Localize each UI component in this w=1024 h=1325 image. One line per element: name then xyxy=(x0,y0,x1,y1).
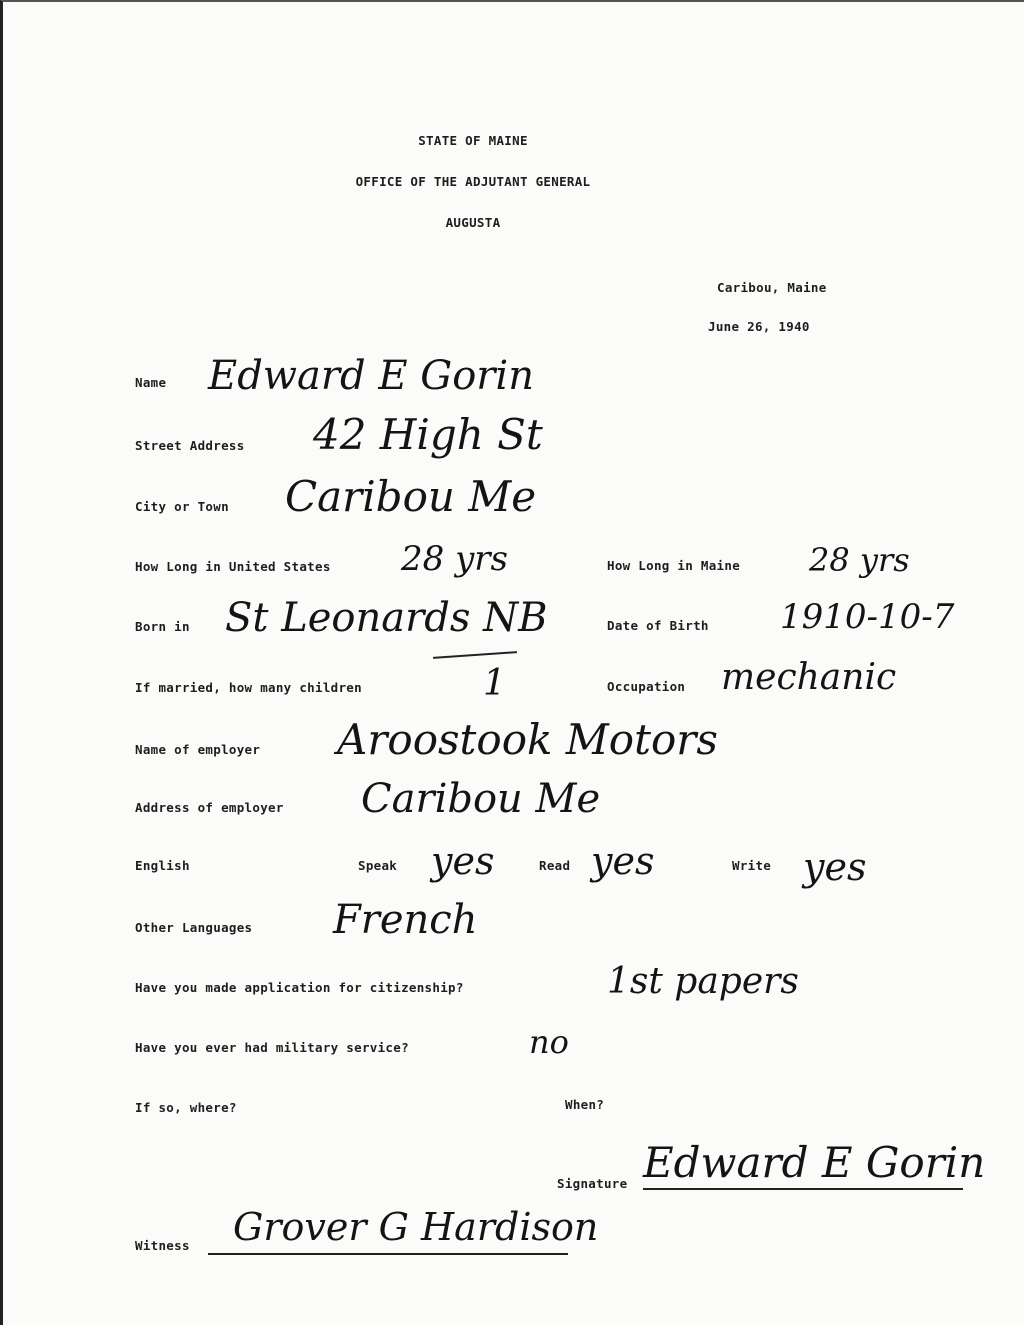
citizenship-label: Have you made application for citizenship? xyxy=(135,980,464,995)
children-value: 1 xyxy=(483,663,506,704)
employer-address-value: Caribou Me xyxy=(361,776,601,822)
occupation-value: mechanic xyxy=(721,657,897,698)
date: June 26, 1940 xyxy=(708,319,810,334)
witness-label: Witness xyxy=(135,1238,190,1253)
when-label: When? xyxy=(565,1097,605,1112)
city-value: Caribou Me xyxy=(285,472,537,521)
military-label: Have you ever had military service? xyxy=(135,1040,409,1055)
signature-line xyxy=(643,1188,963,1190)
witness-value: Grover G Hardison xyxy=(233,1205,599,1249)
born-underline-stroke xyxy=(433,651,517,659)
us-years-label: How Long in United States xyxy=(135,559,331,574)
header-state: STATE OF MAINE xyxy=(418,133,528,148)
place: Caribou, Maine xyxy=(717,280,827,295)
born-value: St Leonards NB xyxy=(225,595,548,641)
read-value: yes xyxy=(591,839,655,883)
maine-years-value: 28 yrs xyxy=(809,541,910,579)
other-languages-label: Other Languages xyxy=(135,920,253,935)
born-label: Born in xyxy=(135,619,190,634)
children-label: If married, how many children xyxy=(135,680,362,695)
signature-label: Signature xyxy=(557,1176,628,1191)
name-value: Edward E Gorin xyxy=(208,353,534,399)
name-label: Name xyxy=(135,375,167,390)
speak-label: Speak xyxy=(358,858,398,873)
military-value: no xyxy=(529,1023,569,1061)
employer-label: Name of employer xyxy=(135,742,261,757)
street-value: 42 High St xyxy=(313,410,543,459)
read-label: Read xyxy=(539,858,571,873)
us-years-value: 28 yrs xyxy=(401,539,508,579)
where-label: If so, where? xyxy=(135,1100,237,1115)
write-value: yes xyxy=(803,845,867,889)
write-label: Write xyxy=(732,858,772,873)
dob-value: 1910-10-7 xyxy=(780,597,955,637)
employer-address-label: Address of employer xyxy=(135,800,284,815)
signature-value: Edward E Gorin xyxy=(643,1138,986,1187)
occupation-label: Occupation xyxy=(607,679,686,694)
header-office: OFFICE OF THE ADJUTANT GENERAL xyxy=(355,174,591,189)
header-city: AUGUSTA xyxy=(445,215,501,230)
employer-value: Aroostook Motors xyxy=(337,715,718,764)
dob-label: Date of Birth xyxy=(607,618,709,633)
other-languages-value: French xyxy=(333,897,478,943)
street-label: Street Address xyxy=(135,438,245,453)
english-label: English xyxy=(135,858,190,873)
speak-value: yes xyxy=(431,839,495,883)
city-label: City or Town xyxy=(135,499,229,514)
citizenship-value: 1st papers xyxy=(607,961,799,1002)
witness-line xyxy=(208,1253,568,1255)
maine-years-label: How Long in Maine xyxy=(607,558,741,573)
